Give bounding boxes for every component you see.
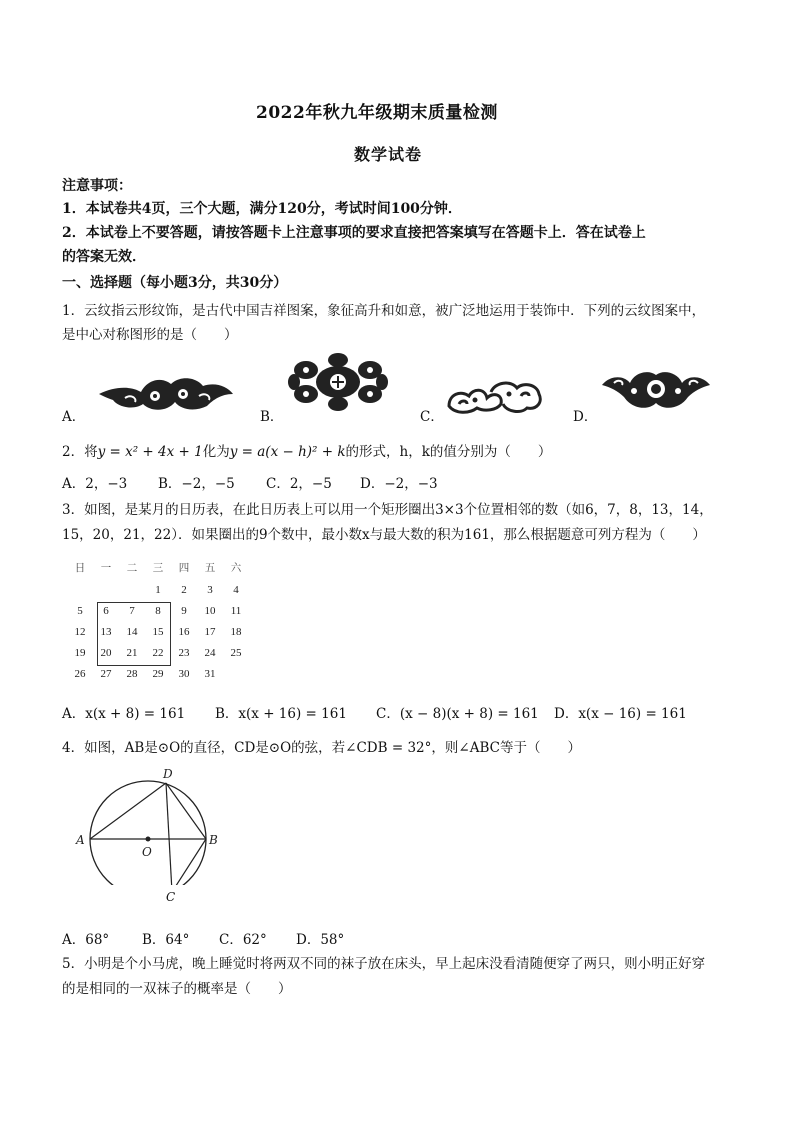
calendar-day: 7 [129,605,135,617]
calendar-day: 5 [77,605,83,617]
calendar-day: 12 [74,626,86,638]
label-point-c: C [166,890,176,904]
calendar-weekday: 五 [204,563,216,574]
q4-option-d: D．58° [296,932,345,948]
calendar-table [68,558,248,688]
q2-mid: 化为 [202,444,230,460]
calendar-day: 8 [155,605,161,617]
calendar-day: 20 [100,647,112,659]
notes-heading: 注意事项： [62,178,132,194]
calendar-day: 9 [181,605,187,617]
calendar-day: 1 [155,584,161,596]
calendar-day: 29 [152,668,164,680]
q1-option-a-label: A． [62,409,86,425]
q4-option-a: A．68° [62,932,110,948]
q3-option-a: A．x(x + 8) = 161 [62,706,186,722]
cloud-pattern-c-icon [445,378,545,416]
notes-item-1: 1．本试卷共4页，三个大题，满分120分，考试时间100分钟． [62,201,462,217]
center-point-o [146,837,151,842]
cloud-pattern-b-icon [288,352,388,412]
q1-option-b-label: B． [260,409,284,425]
q1-line-2: 是中心对称图形的是（ ） [62,327,238,343]
calendar-day: 19 [74,647,86,659]
q2-option-d: D．−2，−3 [360,476,438,492]
label-point-o: O [142,845,152,859]
calendar-day: 24 [204,647,216,659]
q2-option-a: A．2，−3 [62,476,128,492]
calendar-weekday: 二 [126,563,138,574]
calendar-day: 16 [178,626,190,638]
calendar-day: 10 [204,605,216,617]
q4-option-c: C．62° [219,932,267,948]
calendar-day: 27 [100,668,112,680]
page-title: 2022年秋九年级期末质量检测 [256,103,498,123]
q1-line-1: 1．云纹指云形纹饰，是古代中国吉祥图案，象征高升和如意，被广泛地运用于装饰中．下列的云纹图案中， [62,303,706,319]
q2-option-c: C．2，−5 [266,476,332,492]
notes-item-2-line-1: 2．本试卷上不要答题，请按答题卡上注意事项的要求直接把答案填写在答题卡上．答在试卷上 [62,225,646,241]
chord-db [166,783,206,839]
calendar-weekday: 三 [152,563,164,574]
q2-expression-2: y = a(x − h)² + k [229,444,346,460]
q4-stem: 4．如图，AB是⊙O的直径，CD是⊙O的弦，若∠CDB = 32°，则∠ABC等于（ ） [62,740,581,756]
cloud-pattern-d-icon [600,367,712,411]
q2-expression-1: y = x² + 4x + 1 [97,444,203,460]
calendar-day: 15 [152,626,164,638]
chord-cd [166,783,172,885]
calendar-day: 23 [178,647,190,659]
calendar-day: 28 [126,668,138,680]
notes-item-2-line-2: 的答案无效． [62,249,146,265]
calendar-day: 6 [103,605,109,617]
label-point-d: D [163,767,173,781]
q3-option-d: D．x(x − 16) = 161 [554,706,687,722]
calendar-day: 2 [181,584,187,596]
calendar-day: 31 [204,668,216,680]
q2-prefix: 2．将 [62,444,98,460]
calendar-day: 21 [126,647,138,659]
label-point-b: B [209,833,218,847]
calendar-weekday: 六 [230,563,242,574]
calendar-day: 17 [204,626,216,638]
calendar-day: 13 [100,626,112,638]
q3-line-1: 3．如图，是某月的日历表，在此日历表上可以用一个矩形圈出3×3个位置相邻的数（如6，7，8，13，14， [62,502,713,518]
calendar-day: 4 [233,584,239,596]
label-point-a: A [76,833,85,847]
q2-option-b: B．−2，−5 [158,476,235,492]
calendar-selection-rectangle [97,602,171,666]
q1-option-c-label: C． [420,409,444,425]
calendar-day: 14 [126,626,138,638]
q5-line-1: 5．小明是个小马虎，晚上睡觉时将两双不同的袜子放在床头，早上起床没看清随便穿了两只，则小明正好穿 [62,956,706,972]
cloud-pattern-a-icon [95,372,235,414]
q3-option-b: B．x(x + 16) = 161 [215,706,347,722]
section-heading-choice: 一、选择题（每小题3分，共30分） [62,275,288,291]
q1-option-d-label: D． [573,409,598,425]
q2-stem [62,440,551,460]
q5-line-2: 的是相同的一双袜子的概率是（ ） [62,981,292,997]
q2-suffix: 的形式，h，k的值分别为（ ） [345,444,552,460]
calendar-day: 3 [207,584,213,596]
calendar-weekday: 一 [100,563,112,574]
page-subtitle: 数学试卷 [354,145,423,164]
q3-option-c: C．(x − 8)(x + 8) = 161 [376,706,539,722]
calendar-weekday: 日 [74,563,86,574]
chord-ad [90,783,166,839]
calendar-day: 22 [152,647,164,659]
calendar-day: 11 [230,605,242,617]
q4-option-b: B．64° [142,932,190,948]
q3-line-2: 15，20，21，22）．如果圈出的9个数中，最小数x与最大数的积为161，那么根据题意可列方程为（ ） [62,527,706,543]
calendar-weekday: 四 [178,563,190,574]
calendar-day: 18 [230,626,242,638]
calendar-day: 30 [178,668,190,680]
circle-geometry-figure [68,763,228,885]
calendar-day: 25 [230,647,242,659]
calendar-day: 26 [74,668,86,680]
